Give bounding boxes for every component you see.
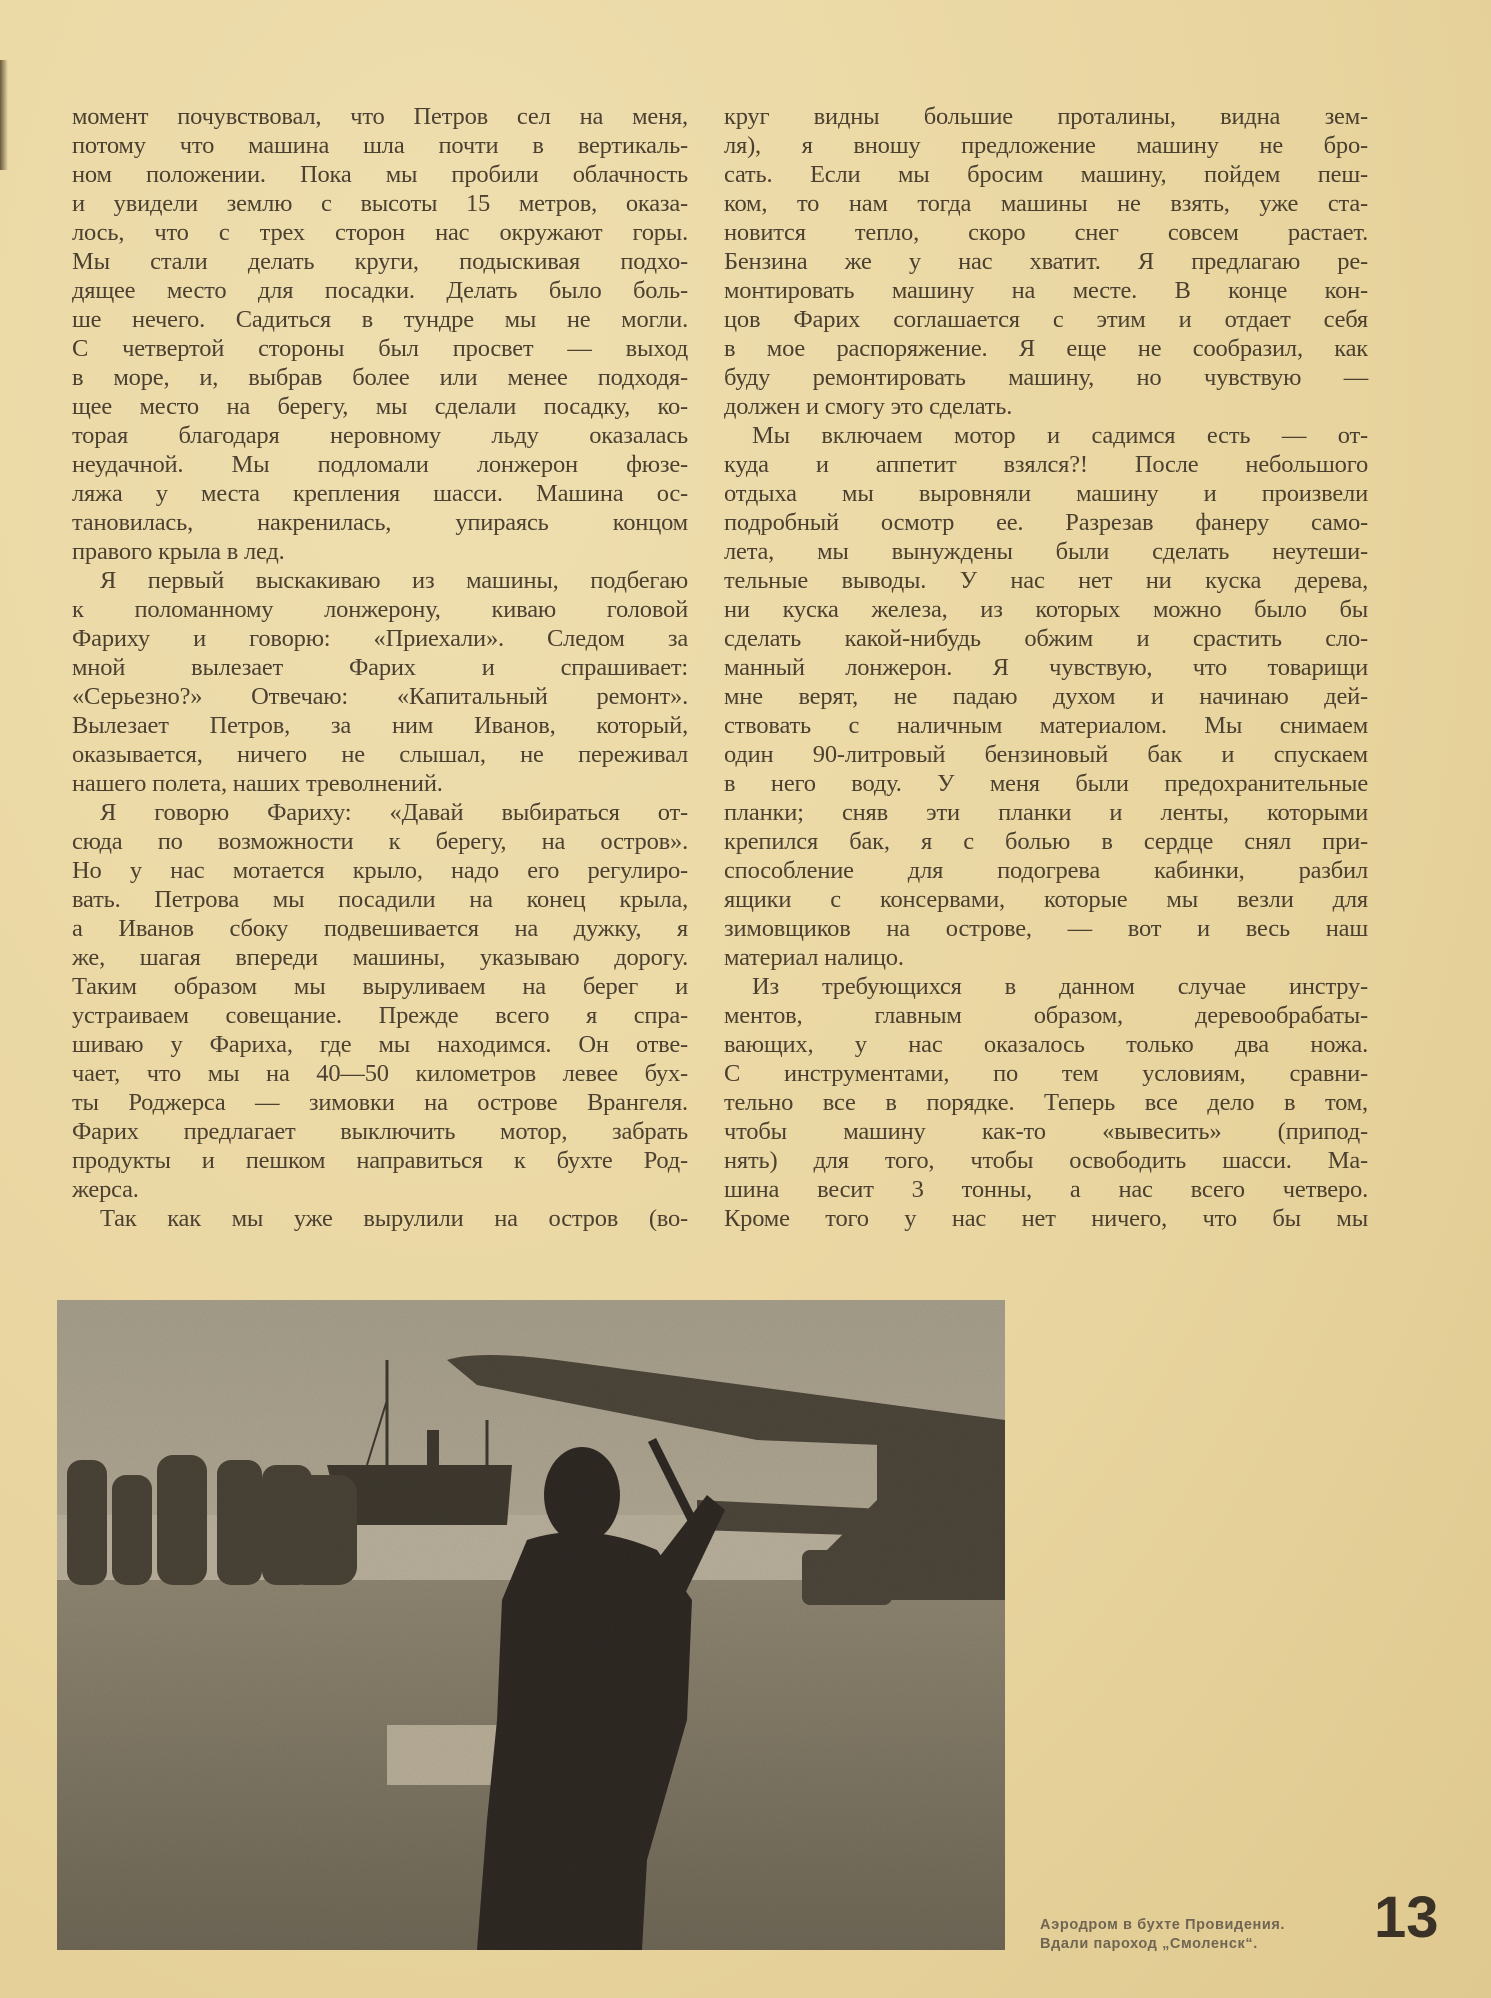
text-line [72, 769, 688, 798]
text-line [724, 1204, 1368, 1233]
text-line [724, 740, 1368, 769]
text-line-content: шина весит 3 тонны, а нас всего четверо. [724, 1176, 1368, 1203]
text-line [72, 421, 688, 450]
text-line-content: оказывается, ничего не слышал, не переживал [72, 741, 688, 768]
text-line-content: зимовщиков на острове, — вот и весь наш [724, 915, 1368, 942]
text-line [724, 856, 1368, 885]
text-line [724, 1030, 1368, 1059]
text-line-content: ты Роджерса — зимовки на острове Врангеля. [72, 1089, 688, 1116]
text-line [724, 624, 1368, 653]
text-line [724, 769, 1368, 798]
text-line [724, 218, 1368, 247]
text-line-content: манный лонжерон. Я чувствую, что товарищи [724, 654, 1368, 681]
text-line-content: и увидели землю с высоты 15 метров, оказа- [72, 190, 688, 217]
text-line [724, 334, 1368, 363]
text-line [72, 943, 688, 972]
text-line [724, 189, 1368, 218]
text-line [72, 653, 688, 682]
text-line-content: мне верят, не падаю духом и начинаю дей- [724, 683, 1368, 710]
text-line-content: тановилась, накренилась, упираясь концом [72, 509, 688, 536]
text-line [724, 1088, 1368, 1117]
text-line [72, 363, 688, 392]
text-line-content: крепился бак, я с болью в сердце снял при- [724, 828, 1368, 855]
text-line [72, 392, 688, 421]
text-line-content: сделать какой-нибудь обжим и срастить сло- [724, 625, 1368, 652]
text-line-content: неудачной. Мы подломали лонжерон фюзе- [72, 451, 688, 478]
text-line-content: ни куска железа, из которых можно было бы [724, 596, 1368, 623]
text-line-content: в море, и, выбрав более или менее подходя- [72, 364, 688, 391]
text-line [72, 1146, 688, 1175]
text-line [72, 276, 688, 305]
text-line-content: Кроме того у нас нет ничего, что бы мы [724, 1205, 1368, 1232]
text-line-content: торая благодаря неровному льду оказалась [72, 422, 688, 449]
text-line-content: монтировать машину на месте. В конце кон- [724, 277, 1368, 304]
text-line [72, 305, 688, 334]
text-line-content: Вылезает Петров, за ним Иванов, который, [72, 712, 688, 739]
text-line-content: Таким образом мы выруливаем на берег и [72, 973, 688, 1000]
paragraph [72, 102, 688, 566]
text-line [72, 537, 688, 566]
text-line-content: отдыха мы выровняли машину и произвели [724, 480, 1368, 507]
text-line-content: сать. Если мы бросим машину, пойдем пеш- [724, 161, 1368, 188]
text-line-content: тельно все в порядке. Теперь все дело в том, [724, 1089, 1368, 1116]
text-line [724, 1175, 1368, 1204]
text-line [72, 711, 688, 740]
text-line [72, 566, 688, 595]
text-line [724, 305, 1368, 334]
text-line-content: нашего полета, наших треволнений. [72, 770, 443, 797]
text-column-left [72, 102, 688, 1233]
text-column-right [724, 102, 1368, 1233]
text-line-content: к поломанному лонжерону, киваю головой [72, 596, 688, 623]
text-line-content: ящики с консервами, которые мы везли для [724, 886, 1368, 913]
page-number: 13 [1374, 1885, 1439, 1950]
text-line [724, 827, 1368, 856]
text-line [72, 160, 688, 189]
text-line [72, 189, 688, 218]
text-line-content: Бензина же у нас хватит. Я предлагаю ре- [724, 248, 1368, 275]
text-line [72, 1175, 688, 1204]
text-line-content: Так как мы уже вырулили на остров (во- [100, 1205, 688, 1232]
text-line [72, 247, 688, 276]
text-line [724, 798, 1368, 827]
text-line [724, 885, 1368, 914]
text-line-content: сюда по возможности к берегу, на остров». [72, 828, 688, 855]
text-line-content: тельные выводы. У нас нет ни куска дерева, [724, 567, 1368, 594]
text-line [724, 508, 1368, 537]
text-line [724, 392, 1368, 421]
text-line-content: потому что машина шла почти в вертикаль- [72, 132, 688, 159]
text-line-content: вающих, у нас оказалось только два ножа. [724, 1031, 1368, 1058]
text-line [724, 247, 1368, 276]
text-line [724, 1059, 1368, 1088]
text-line [724, 160, 1368, 189]
text-line-content: Я первый выскакиваю из машины, подбегаю [100, 567, 688, 594]
text-line [72, 624, 688, 653]
text-line-content: в него воду. У меня были предохранительные [724, 770, 1368, 797]
text-line-content: ном положении. Пока мы пробили облачность [72, 161, 688, 188]
text-line [72, 914, 688, 943]
caption-line: Аэродром в бухте Провидения. [1040, 1917, 1286, 1933]
text-line-content: «Серьезно?» Отвечаю: «Капитальный ремонт». [72, 683, 688, 710]
text-line [72, 1117, 688, 1146]
text-line-content: материал налицо. [724, 944, 904, 971]
text-line-content: С четвертой стороны был просвет — выход [72, 335, 688, 362]
text-line [72, 972, 688, 1001]
text-line-content: один 90-литровый бензиновый бак и спускаем [724, 741, 1368, 768]
paragraph [72, 798, 688, 1204]
text-line-content: ментов, главным образом, деревообрабаты- [724, 1002, 1368, 1029]
text-line-content: ком, то нам тогда машины не взять, уже ста- [724, 190, 1368, 217]
text-line [72, 682, 688, 711]
text-line [724, 537, 1368, 566]
text-line [724, 421, 1368, 450]
text-line-content: буду ремонтировать машину, но чувствую — [724, 364, 1368, 391]
text-line [72, 450, 688, 479]
photo-caption [1040, 1916, 1330, 1954]
text-line [72, 595, 688, 624]
paragraph [72, 1204, 688, 1233]
text-line-content: способление для подогрева кабинки, разбил [724, 857, 1368, 884]
text-line [72, 218, 688, 247]
text-line [724, 914, 1368, 943]
text-line [72, 1001, 688, 1030]
text-line-content: Мы стали делать круги, подыскивая подхо- [72, 248, 688, 275]
text-line [724, 131, 1368, 160]
text-line [724, 943, 1368, 972]
text-line-content: Мы включаем мотор и садимся есть — от- [752, 422, 1368, 449]
text-line-content: ствовать с наличным материалом. Мы снимаем [724, 712, 1368, 739]
text-line-content: продукты и пешком направиться к бухте Род- [72, 1147, 688, 1174]
text-line-content: ше нечего. Садиться в тундре мы не могли. [72, 306, 688, 333]
paragraph [72, 566, 688, 798]
text-line [72, 740, 688, 769]
text-line-content: Я говорю Фариху: «Давай выбираться от- [100, 799, 688, 826]
text-line-content: планки; сняв эти планки и ленты, которыми [724, 799, 1368, 826]
text-line-content: вать. Петрова мы посадили на конец крыла, [72, 886, 688, 913]
text-line-content: устраиваем совещание. Прежде всего я спра- [72, 1002, 688, 1029]
text-line [724, 1146, 1368, 1175]
text-line [724, 450, 1368, 479]
text-line-content: дящее место для посадки. Делать было боль- [72, 277, 688, 304]
text-line-content: Фариху и говорю: «Приехали». Следом за [72, 625, 688, 652]
text-line [72, 102, 688, 131]
text-line [724, 1117, 1368, 1146]
text-line [72, 827, 688, 856]
text-line [72, 1088, 688, 1117]
text-line [72, 1204, 688, 1233]
text-line [72, 334, 688, 363]
text-line-content: чает, что мы на 40—50 километров левее бух- [72, 1060, 688, 1087]
text-line-content: должен и смогу это сделать. [724, 393, 1013, 420]
text-line-content: щее место на берегу, мы сделали посадку, ко- [72, 393, 688, 420]
paragraph [724, 972, 1368, 1233]
text-line [72, 1030, 688, 1059]
text-line-content: цов Фарих соглашается с этим и отдает себя [724, 306, 1368, 333]
text-line [724, 363, 1368, 392]
text-line [724, 566, 1368, 595]
page-binding-shadow [0, 60, 8, 170]
text-line-content: подробный осмотр ее. Разрезав фанеру само- [724, 509, 1368, 536]
text-line [72, 856, 688, 885]
text-line-content: лось, что с трех сторон нас окружают горы. [72, 219, 688, 246]
text-line-content: момент почувствовал, что Петров сел на меня, [72, 103, 688, 130]
text-line-content: нять) для того, чтобы освободить шасси. Ма- [724, 1147, 1368, 1174]
text-line [724, 682, 1368, 711]
text-line-content: новится тепло, скоро снег совсем растает. [724, 219, 1368, 246]
snow-patch [387, 1725, 497, 1785]
text-line-content: лета, мы вынуждены были сделать неутеши- [724, 538, 1368, 565]
text-line [724, 102, 1368, 131]
text-line-content: ля), я вношу предложение машину не бро- [724, 132, 1368, 159]
text-line [72, 131, 688, 160]
text-line [72, 479, 688, 508]
text-line-content: а Иванов сбоку подвешивается на дужку, я [72, 915, 688, 942]
text-line [724, 653, 1368, 682]
text-line-content: жерса. [72, 1176, 139, 1203]
text-line-content: в мое распоряжение. Я еще не сообразил, как [724, 335, 1368, 362]
text-line-content: правого крыла в лед. [72, 538, 285, 565]
text-line-content: Из требующихся в данном случае инстру- [752, 973, 1368, 1000]
text-line [724, 972, 1368, 1001]
text-line-content: ляжа у места крепления шасси. Машина ос- [72, 480, 688, 507]
text-line-content: куда и аппетит взялся?! После небольшого [724, 451, 1368, 478]
paragraph [724, 102, 1368, 421]
text-line-content: шиваю у Фариха, где мы находимся. Он отве- [72, 1031, 688, 1058]
text-line [72, 508, 688, 537]
text-line-content: круг видны большие проталины, видна зем- [724, 103, 1368, 130]
text-line-content: чтобы машину как-то «вывесить» (припод- [724, 1118, 1368, 1145]
text-line-content: же, шагая впереди машины, указываю дорогу. [72, 944, 688, 971]
text-line [72, 1059, 688, 1088]
text-line [724, 595, 1368, 624]
text-line [72, 885, 688, 914]
text-line [72, 798, 688, 827]
text-line [724, 276, 1368, 305]
text-line-content: Фарих предлагает выключить мотор, забрать [72, 1118, 688, 1145]
text-line [724, 1001, 1368, 1030]
text-line-content: С инструментами, по тем условиям, сравни- [724, 1060, 1368, 1087]
paragraph [724, 421, 1368, 972]
caption-line: Вдали пароход „Смоленск“. [1040, 1936, 1258, 1952]
text-line [724, 711, 1368, 740]
text-line [724, 479, 1368, 508]
text-line-content: мной вылезает Фарих и спрашивает: [72, 654, 688, 681]
photograph-aerodrome [57, 1300, 1005, 1950]
text-line-content: Но у нас мотается крыло, надо его регулиро- [72, 857, 688, 884]
